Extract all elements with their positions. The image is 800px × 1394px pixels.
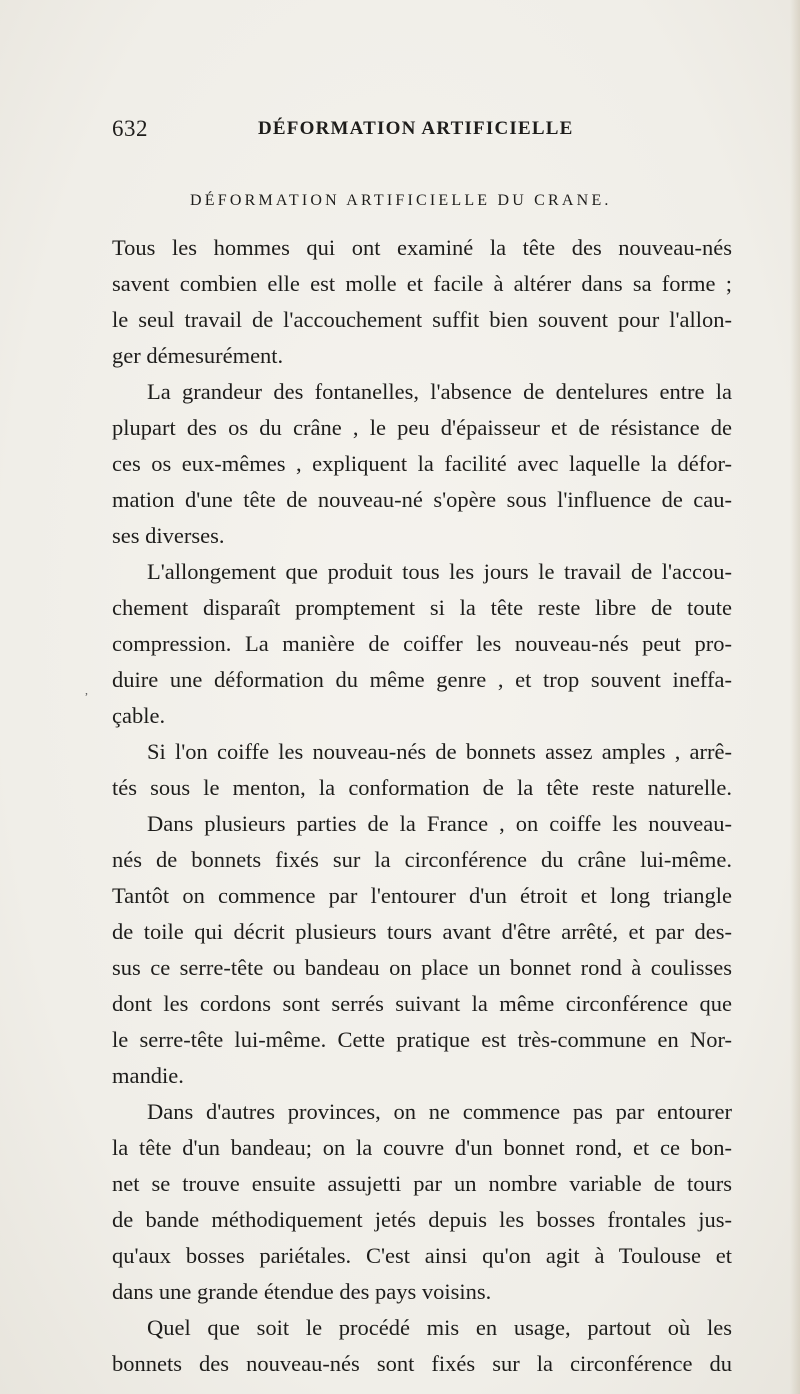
text-line: qu'aux bosses pariétales. C'est ainsi qu'on agit à Toulouse et bbox=[112, 1243, 732, 1268]
text-line: Dans d'autres provinces, on ne commence pas par entourer bbox=[147, 1099, 732, 1124]
body-text bbox=[112, 230, 732, 1382]
text-line: savent combien elle est molle et facile à altérer dans sa forme ; bbox=[112, 271, 732, 296]
text-line: tés sous le menton, la conformation de la tête reste naturelle. bbox=[112, 775, 732, 800]
text-line: de toile qui décrit plusieurs tours avant d'être arrêté, et par des- bbox=[112, 919, 732, 944]
text-line: La grandeur des fontanelles, l'absence de dentelures entre la bbox=[147, 379, 732, 404]
page-edge-shadow bbox=[790, 0, 800, 1394]
text-line: Tous les hommes qui ont examiné la tête des nouveau-nés bbox=[112, 235, 732, 260]
text-line: duire une déformation du même genre , et trop souvent ineffa- bbox=[112, 667, 732, 692]
text-line: mation d'une tête de nouveau-né s'opère sous l'influence de cau- bbox=[112, 487, 732, 512]
page-number: 632 bbox=[112, 116, 148, 141]
text-line: ces os eux-mêmes , expliquent la facilité avec laquelle la défor- bbox=[112, 451, 732, 476]
text-line: la tête d'un bandeau; on la couvre d'un bonnet rond, et ce bon- bbox=[112, 1135, 732, 1160]
text-line: Dans plusieurs parties de la France , on coiffe les nouveau- bbox=[147, 811, 732, 836]
text-line: bonnets des nouveau-nés sont fixés sur la circonférence du bbox=[112, 1351, 732, 1376]
text-line: çable. bbox=[112, 703, 166, 728]
running-head bbox=[112, 116, 732, 146]
text-line: nés de bonnets fixés sur la circonférence du crâne lui-même. bbox=[112, 847, 732, 872]
text-line: compression. La manière de coiffer les nouveau-nés peut pro- bbox=[112, 631, 732, 656]
text-line: mandie. bbox=[112, 1063, 184, 1088]
text-line: le serre-tête lui-même. Cette pratique est très-commune en Nor- bbox=[112, 1027, 732, 1052]
text-line: de bande méthodiquement jetés depuis les bosses frontales jus- bbox=[112, 1207, 732, 1232]
text-line: net se trouve ensuite assujetti par un nombre variable de tours bbox=[112, 1171, 732, 1196]
margin-mark: , bbox=[85, 683, 88, 697]
text-line: Tantôt on commence par l'entourer d'un étroit et long triangle bbox=[112, 883, 732, 908]
text-line: le seul travail de l'accouchement suffit bien souvent pour l'allon- bbox=[112, 307, 732, 332]
text-line: L'allongement que produit tous les jours le travail de l'accou- bbox=[147, 559, 732, 584]
text-line: dans une grande étendue des pays voisins. bbox=[112, 1279, 492, 1304]
text-line: plupart des os du crâne , le peu d'épaisseur et de résistance de bbox=[112, 415, 732, 440]
running-title: DÉFORMATION ARTIFICIELLE bbox=[258, 118, 574, 139]
text-line: Si l'on coiffe les nouveau-nés de bonnets assez amples , arrê- bbox=[147, 739, 732, 764]
section-heading: DÉFORMATION ARTIFICIELLE DU CRANE. bbox=[190, 192, 612, 209]
text-line: dont les cordons sont serrés suivant la même circonférence que bbox=[112, 991, 732, 1016]
text-line: ger démesurément. bbox=[112, 343, 284, 368]
text-line: sus ce serre-tête ou bandeau on place un bonnet rond à coulisses bbox=[112, 955, 732, 980]
text-line: Quel que soit le procédé mis en usage, partout où les bbox=[147, 1315, 732, 1340]
text-line: ses diverses. bbox=[112, 523, 225, 548]
text-line: chement disparaît promptement si la tête reste libre de toute bbox=[112, 595, 732, 620]
